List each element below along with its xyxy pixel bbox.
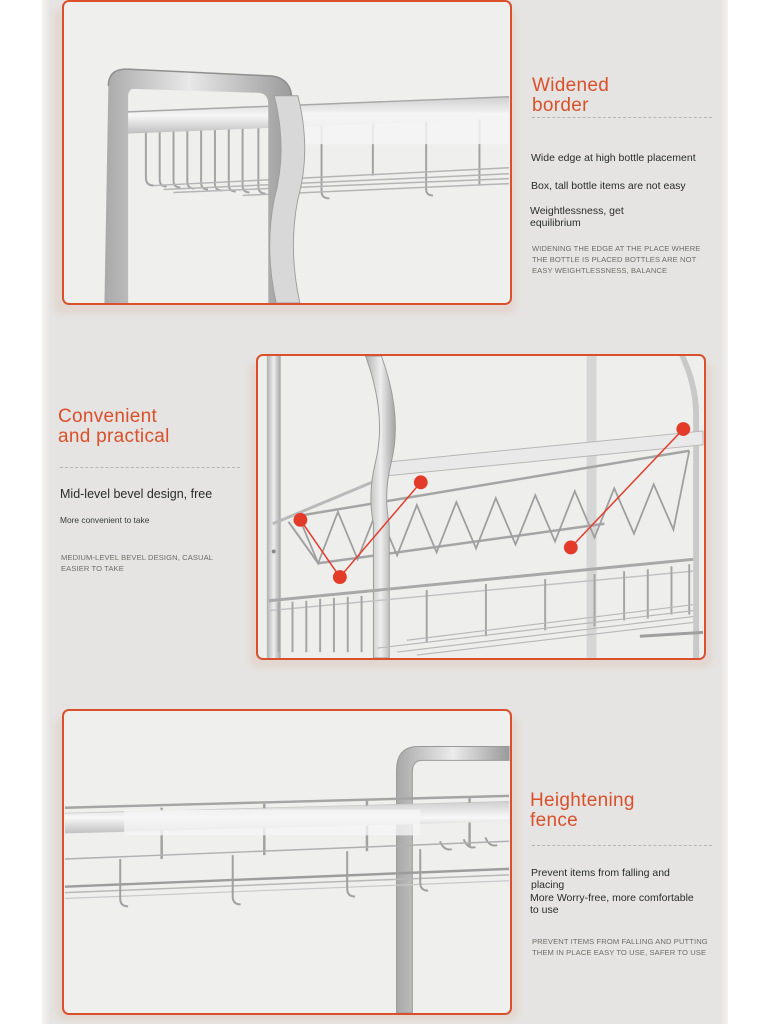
page-edge-left	[42, 0, 50, 1024]
section3-heading	[530, 791, 635, 831]
page-edge-right	[720, 0, 728, 1024]
section2-heading	[58, 407, 170, 447]
section3-rack-illustration	[64, 711, 510, 1013]
section1-heading	[532, 76, 609, 116]
marker-dot	[564, 541, 578, 555]
section1-point1: Wide edge at high bottle placement	[531, 152, 696, 164]
section2-point1: Mid-level bevel design, free	[60, 487, 213, 501]
section2-photo-bevel-design	[256, 354, 706, 660]
section2-heading-line2: and practical	[58, 426, 170, 447]
section1-caption: WIDENING THE EDGE AT THE PLACE WHERE THE BOTTLE IS PLACED BOTTLES ARE NOT EASY WEIGHTLESSNESS, BALANCE	[532, 244, 701, 275]
section1-photo-widened-border	[62, 0, 512, 305]
section3-heading-line1: Heightening	[530, 790, 635, 811]
section3-caption: PREVENT ITEMS FROM FALLING AND PUTTING THEM IN PLACE EASY TO USE, SAFER TO USE	[532, 937, 708, 957]
marker-dot	[293, 513, 307, 527]
section2-divider	[60, 467, 240, 468]
marker-dot	[333, 570, 347, 584]
section3-photo-heightening-fence	[62, 709, 512, 1015]
section1-heading-line2: border	[532, 95, 589, 116]
section2-heading-line1: Convenient	[58, 406, 158, 427]
section2-caption: MEDIUM-LEVEL BEVEL DESIGN, CASUAL EASIER TO TAKE	[61, 553, 213, 573]
section2-rack-illustration	[258, 356, 704, 658]
section2-point2: More convenient to take	[60, 515, 150, 525]
section3-point1: Prevent items from falling and placing	[531, 867, 670, 891]
section1-rack-illustration	[64, 2, 510, 303]
section3-heading-line2: fence	[530, 810, 578, 831]
section1-heading-line1: Widened	[532, 75, 610, 96]
section1-point3: Weightlessness, get equilibrium	[530, 205, 624, 229]
section3-divider	[532, 845, 712, 846]
marker-dot	[414, 475, 428, 489]
section3-point2: More Worry-free, more comfortable to use	[530, 892, 694, 916]
marker-dot	[676, 422, 690, 436]
section1-divider	[532, 117, 712, 118]
section1-point2: Box, tall bottle items are not easy	[531, 180, 686, 192]
